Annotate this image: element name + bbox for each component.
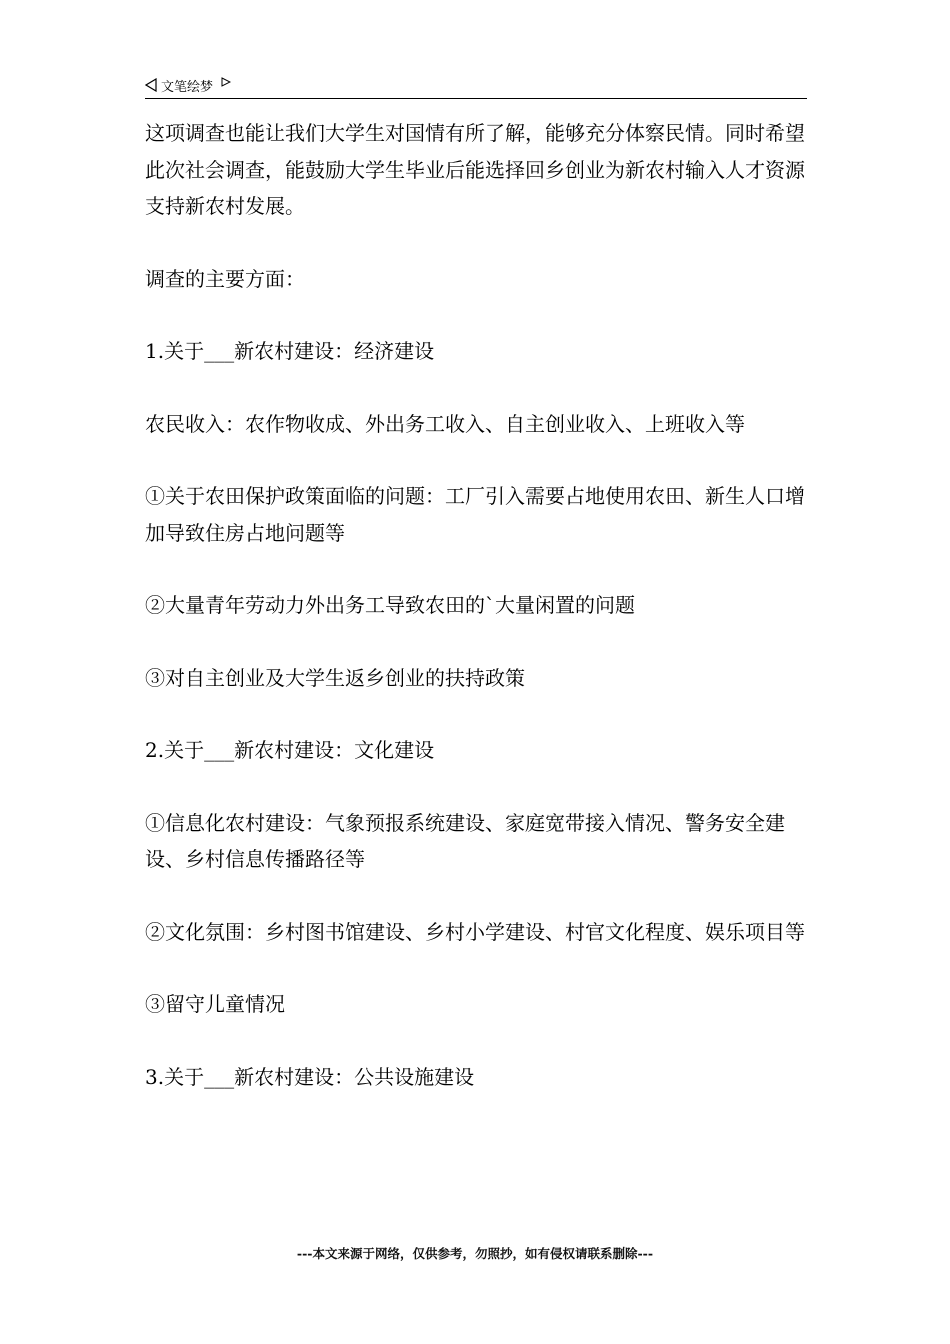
header-inner xyxy=(145,74,231,96)
list-item-left-behind-children: ③留守儿童情况 xyxy=(145,992,285,1016)
section-heading-cultural: 2.关于___新农村建设：文化建设 xyxy=(145,738,435,762)
paragraph-main-aspects: 调查的主要方面： xyxy=(145,266,305,291)
right-triangle-icon xyxy=(221,77,231,87)
list-item-cultural-atmosphere: ②文化氛围：乡村图书馆建设、乡村小学建设、村官文化程度、娱乐项目等 xyxy=(145,919,805,944)
list-item-startup-support: ③对自主创业及大学生返乡创业的扶持政策 xyxy=(145,665,525,690)
section-heading-public-facilities: 3.关于___新农村建设：公共设施建设 xyxy=(145,1064,475,1089)
paragraph-intro: 这项调查也能让我们大学生对国情有所了解，能够充分体察民情。同时希望此次社会调查，能鼓励大学生毕业后能选择回乡创业为新农村输入人才资源支持新农村发展。 xyxy=(145,121,805,218)
list-item-farmland-protection: ①关于农田保护政策面临的问题：工厂引入需要占地使用农田、新生人口增加导致住房占地问题等 xyxy=(145,484,805,545)
left-triangle-icon xyxy=(145,78,157,92)
list-item-idle-farmland: ②大量青年劳动力外出务工导致农田的`大量闲置的问题 xyxy=(145,593,635,617)
page-footer: ---本文来源于网络，仅供参考，勿照抄，如有侵权请联系删除--- xyxy=(296,1246,654,1261)
page-header xyxy=(145,74,807,99)
document-body xyxy=(145,115,807,1131)
section-heading-economic: 1.关于___新农村建设：经济建设 xyxy=(145,339,435,363)
list-item-informatization: ①信息化农村建设：气象预报系统建设、家庭宽带接入情况、警务安全建设、乡村信息传播路径等 xyxy=(145,810,785,871)
header-title: 文笔绘梦 xyxy=(161,79,214,95)
paragraph-farmer-income: 农民收入：农作物收成、外出务工收入、自主创业收入、上班收入等 xyxy=(145,411,745,436)
